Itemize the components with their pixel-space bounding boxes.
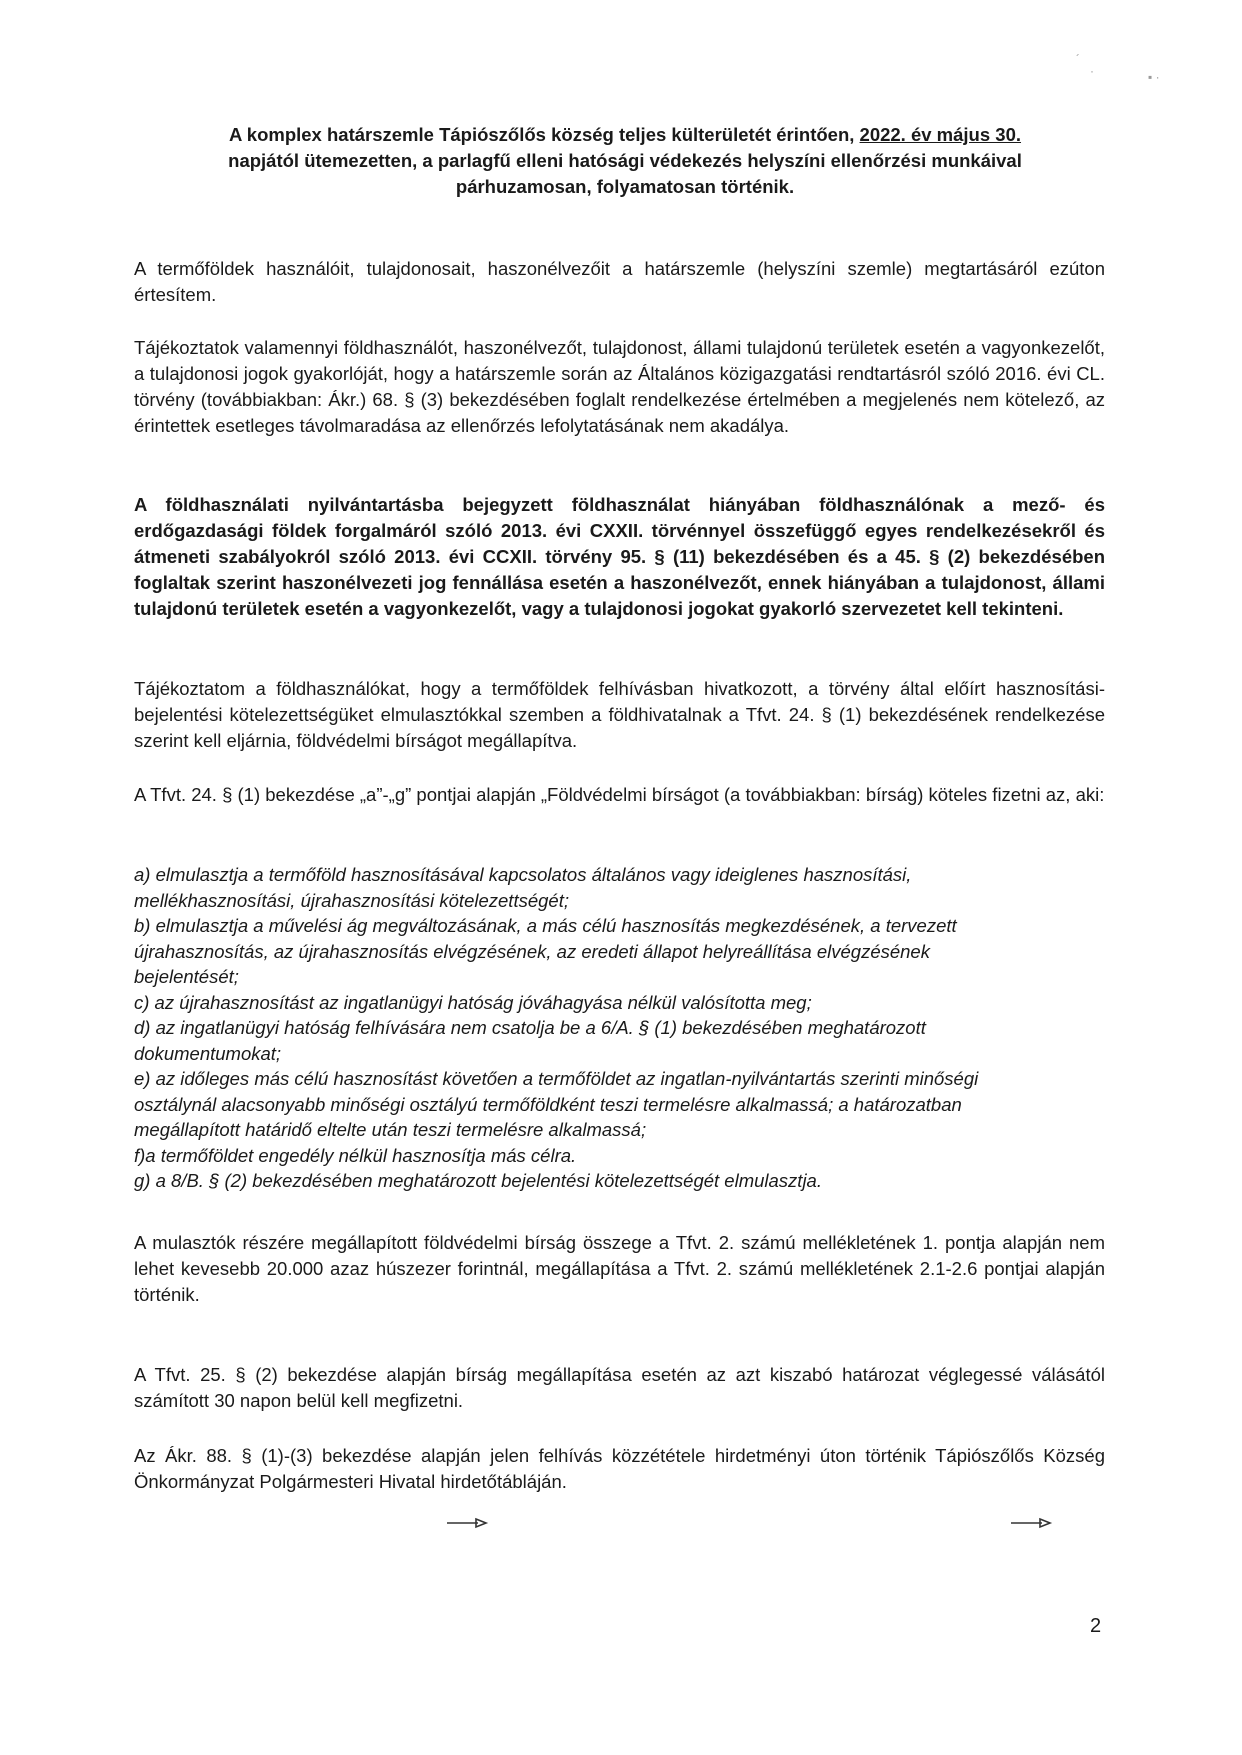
list-item: b) elmulasztja a művelési ág megváltozásának, a más célú hasznosítás megkezdésének, a tervezett bbox=[134, 915, 957, 936]
page-number: 2 bbox=[1090, 1615, 1102, 1637]
list-item: dokumentumokat; bbox=[134, 1042, 282, 1064]
list-item: újrahasznosítás, az újrahasznosítás elvégzésének, az eredeti állapot helyreállítása elvégzésének bbox=[134, 940, 930, 962]
list-item: c) az újrahasznosítást az ingatlanügyi hatóság jóváhagyása nélkül valósította meg; bbox=[134, 991, 812, 1013]
scan-artifact: ▪ · bbox=[1148, 70, 1160, 84]
paragraph-publication: Az Ákr. 88. § (1)-(3) bekezdése alapján jelen felhívás közzététele hirdetményi úton történik Tápiószőlős Község Önkormányzat Polgármesteri Hivatal hirdetőtábláján. bbox=[134, 1445, 1105, 1492]
paragraph-fine-amount: A mulasztók részére megállapított földvédelmi bírság összege a Tfvt. 2. számú mellékletének 1. pontja alapján nem lehet kevesebb 20.000 azaz húszezer forintnál, megállapítása a Tfvt. 2. számú mellékletének 2.1-2.6 pontjai alapján történik. bbox=[134, 1232, 1105, 1305]
list-item: a) elmulasztja a termőföld hasznosításával kapcsolatos általános vagy ideiglenes hasznosítási, bbox=[134, 864, 912, 885]
heading-line-2: napjától ütemezetten, a parlagfű elleni hatósági védekezés helyszíni ellenőrzési munkáival bbox=[228, 150, 1022, 171]
paragraph-land-users: Tájékoztatom a földhasználókat, hogy a termőföldek felhívásban hivatkozott, a törvény által előírt hasznosítási- bejelentési kötelezettségüket elmulasztókkal szemben a földhivatalnak a Tfvt. 24. § (1) bekezdésének rendelkezése szerint kell eljárnia, földvédelmi bírságot megállapítva. bbox=[134, 678, 1105, 751]
heading-line-3: párhuzamosan, folyamatosan történik. bbox=[455, 176, 795, 197]
list-item: f)a termőföldet engedély nélkül hasznosítja más célra. bbox=[134, 1144, 577, 1166]
paragraph-tfvt-24: A Tfvt. 24. § (1) bekezdése „a”-„g” pontjai alapján „Földvédelmi bírságot (a továbbiakban: bírság) köteles fizetni az, aki: bbox=[134, 784, 1105, 805]
scan-artifact: · bbox=[1090, 64, 1094, 78]
paragraph-notification: A termőföldek használóit, tulajdonosait, haszonélvezőit a határszemle (helyszíni szemle) megtartásáról ezúton értesítem. bbox=[134, 258, 1105, 305]
list-item: d) az ingatlanügyi hatóság felhívására nem csatolja be a 6/A. § (1) bekezdésében meghatározott bbox=[134, 1017, 926, 1038]
paragraph-land-use-bold: A földhasználati nyilvántartásba bejegyzett földhasználat hiányában földhasználónak a mező- és erdőgazdasági földek forgalmáról szóló 2013. évi CXXII. törvénnyel összefüggő egyes rendelkezésekről és átmeneti szabályokról szóló 2013. évi CCXII. törvény 95. § (11) bekezdésében és a 45. § (2) bekezdésében foglaltak szerint haszonélvezeti jog fennállása esetén a haszonélvezőt, ennek hiányában a tulajdonost, állami tulajdonú területek esetén a vagyonkezelőt, vagy a tulajdonosi jogokat gyakorló szervezetet kell tekinteni. bbox=[134, 494, 1105, 619]
list-item: osztálynál alacsonyabb minőségi osztályú termőföldként teszi termelésre alkalmassá; a határozatban bbox=[134, 1093, 962, 1115]
paragraph-payment-deadline: A Tfvt. 25. § (2) bekezdése alapján bírság megállapítása esetén az azt kiszabó határozat véglegessé válásától számított 30 napon belül kell megfizetni. bbox=[134, 1364, 1105, 1411]
list-item: mellékhasznosítási, újrahasznosítási kötelezettségét; bbox=[134, 889, 569, 911]
penalty-conditions-list bbox=[134, 862, 1105, 1194]
list-item: g) a 8/B. § (2) bekezdésében meghatározott bejelentési kötelezettségét elmulasztja. bbox=[134, 1170, 822, 1191]
list-item: megállapított határidő eltelte után teszi termelésre alkalmassá; bbox=[134, 1119, 647, 1140]
scan-artifact: ´ bbox=[1076, 52, 1080, 66]
heading-date: 2022. év május 30. bbox=[859, 124, 1022, 145]
document-heading bbox=[160, 122, 1090, 200]
paragraph-information: Tájékoztatok valamennyi földhasználót, haszonélvezőt, tulajdonost, állami tulajdonú területek esetén a vagyonkezelőt, a tulajdonosi jogok gyakorlóját, hogy a határszemle során az Általános közigazgatási rendtartásról szóló 2016. évi CL. törvény (továbbiakban: Ákr.) 68. § (3) bekezdésében foglalt rendelkezése értelmében a megjelenés nem kötelező, az érintettek esetleges távolmaradása az ellenőrzés lefolytatásának nem akadálya. bbox=[134, 337, 1105, 436]
list-item: bejelentését; bbox=[134, 966, 239, 987]
heading-line-1: A komplex határszemle Tápiószőlős község teljes külterületét érintően, 2022. év május 30. bbox=[228, 124, 1022, 145]
arrow-right-icon bbox=[1010, 1516, 1056, 1530]
arrow-right-icon bbox=[446, 1516, 492, 1530]
list-item: e) az időleges más célú hasznosítást követően a termőföldet az ingatlan-nyilvántartás szerinti minőségi bbox=[134, 1068, 979, 1089]
